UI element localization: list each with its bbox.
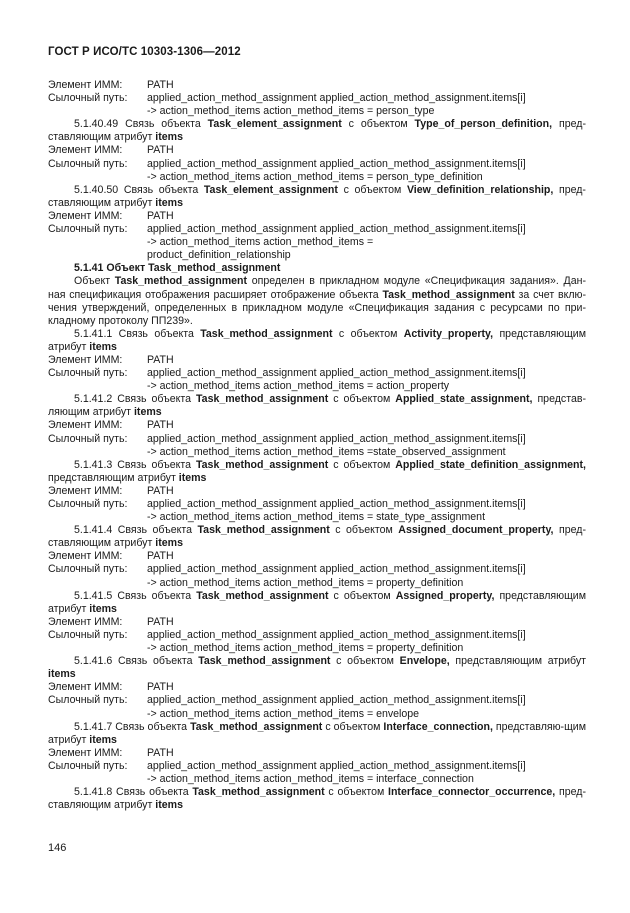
mapping-row: Сылочный путь: applied_action_method_assignment applied_action_method_assignment.items[i] <box>48 628 526 641</box>
mapping-continuation: -> action_method_items action_method_items = property_definition <box>147 576 464 589</box>
mapping-continuation: -> action_method_items action_method_items = action_property <box>147 380 450 393</box>
clause-5-1-41-7: 5.1.41.7 Связь объекта Task_method_assignment с объектом Interface_connection, представляю-щим атрибут items <box>48 720 587 746</box>
clause-5-1-41-5: 5.1.41.5 Связь объекта Task_method_assignment с объектом Assigned_property, представляющим атрибут items <box>48 589 587 615</box>
mapping-continuation: product_definition_relationship <box>147 249 291 262</box>
mapping-row: Элемент ИММ: PATH <box>48 681 174 694</box>
section-heading-5-1-41: 5.1.41 Объект Task_method_assignment <box>74 262 281 275</box>
mapping-continuation: -> action_method_items action_method_items = property_definition <box>147 642 464 655</box>
mapping-continuation: -> action_method_items action_method_items = person_type_definition <box>147 170 483 183</box>
clause-5-1-41-4: 5.1.41.4 Связь объекта Task_method_assignment с объектом Assigned_document_property, пред-ставляющим атрибут items <box>48 524 586 550</box>
mapping-row: Элемент ИММ: PATH <box>48 353 174 366</box>
clause-5-1-41-6: 5.1.41.6 Связь объекта Task_method_assignment с объектом Envelope, представляющим атрибут items <box>48 655 586 681</box>
mapping-continuation: -> action_method_items action_method_items = <box>147 236 374 249</box>
section-intro: Объект Task_method_assignment определен в прикладном модуле «Спецификация задания». Дан-ная спецификация отображения расширяет отображение объекта Task_method_assignment за счет вклю-чения утверждений, определенных в прикладном модуле «Спецификация задания с ресурсами по при-кладному протоколу ПП239». <box>48 275 586 327</box>
mapping-row: Сылочный путь: applied_action_method_assignment applied_action_method_assignment.items[i] <box>48 759 526 772</box>
clause-5-1-40-49: 5.1.40.49 Связь объекта Task_element_assignment с объектом Type_of_person_definition, пред-ставляющим атрибут items <box>48 118 586 144</box>
mapping-row: Сылочный путь: applied_action_method_assignment applied_action_method_assignment.items[i] <box>48 223 526 236</box>
mapping-row: Элемент ИММ: PATH <box>48 746 174 759</box>
document-body <box>48 79 586 812</box>
mapping-row: Сылочный путь: applied_action_method_assignment applied_action_method_assignment.items[i] <box>48 157 526 170</box>
mapping-row: Элемент ИММ: PATH <box>48 79 174 91</box>
mapping-row: Сылочный путь: applied_action_method_assignment applied_action_method_assignment.items[i] <box>48 367 526 380</box>
clause-5-1-41-2: 5.1.41.2 Связь объекта Task_method_assignment с объектом Applied_state_assignment, представ-ляющим атрибут items <box>48 393 586 419</box>
mapping-row: Сылочный путь: applied_action_method_assignment applied_action_method_assignment.items[i] <box>48 498 526 510</box>
mapping-continuation: -> action_method_items action_method_items = interface_connection <box>147 772 474 785</box>
mapping-continuation: -> action_method_items action_method_items = envelope <box>147 707 420 720</box>
mapping-row: Сылочный путь: applied_action_method_assignment applied_action_method_assignment.items[i] <box>48 563 526 576</box>
mapping-row: Элемент ИММ: PATH <box>48 615 174 628</box>
mapping-continuation: -> action_method_items action_method_items = person_type <box>147 105 435 118</box>
clause-5-1-41-3: 5.1.41.3 Связь объекта Task_method_assignment с объектом Applied_state_definition_assignment, представляющим атрибут items <box>48 458 586 484</box>
clause-5-1-41-1: 5.1.41.1 Связь объекта Task_method_assignment с объектом Activity_property, представляющим атрибут items <box>48 327 587 353</box>
page-number: 146 <box>48 842 67 854</box>
clause-5-1-40-50: 5.1.40.50 Связь объекта Task_element_assignment с объектом View_definition_relationship, пред-ставляющим атрибут items <box>48 183 586 209</box>
mapping-row: Элемент ИММ: PATH <box>48 144 174 157</box>
mapping-continuation: -> action_method_items action_method_items = state_type_assignment <box>147 511 486 524</box>
clause-5-1-41-8: 5.1.41.8 Связь объекта Task_method_assignment с объектом Interface_connector_occurrence, пред-ставляющим атрибут items <box>48 786 586 812</box>
mapping-continuation: -> action_method_items action_method_items =state_observed_assignment <box>147 445 506 458</box>
mapping-row: Элемент ИММ: PATH <box>48 209 174 222</box>
page-header: ГОСТ Р ИСО/ТС 10303-1306—2012 <box>48 46 241 58</box>
mapping-row: Элемент ИММ: PATH <box>48 550 174 563</box>
mapping-row: Сылочный путь: applied_action_method_assignment applied_action_method_assignment.items[i] <box>48 432 526 445</box>
mapping-row: Элемент ИММ: PATH <box>48 419 174 432</box>
mapping-row: Сылочный путь: applied_action_method_assignment applied_action_method_assignment.items[i] <box>48 694 526 707</box>
mapping-row: Элемент ИММ: PATH <box>48 484 174 497</box>
mapping-row: Сылочный путь: applied_action_method_assignment applied_action_method_assignment.items[i] <box>48 92 526 105</box>
